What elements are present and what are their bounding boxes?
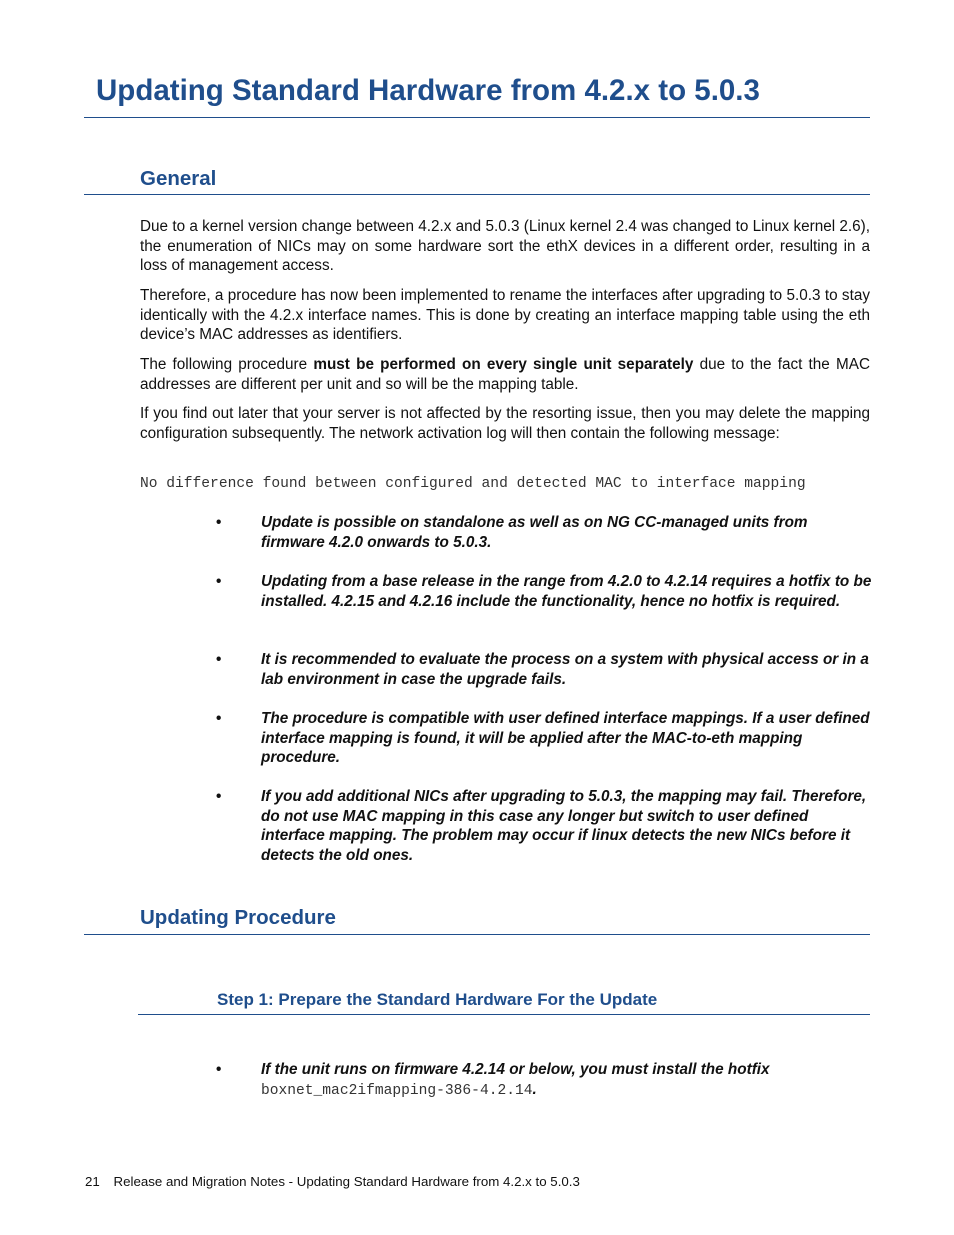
title-rule [84, 117, 870, 118]
hotfix-period: . [532, 1080, 537, 1098]
bullet-text: If you add additional NICs after upgrading to 5.0.3, the mapping may fail. Therefore, do not use MAC mapping in this case any longer but switch to user defined interface mapping. The problem may occur if linux detects the new NICs before it detects the old ones. [261, 788, 867, 864]
hotfix-name-code: boxnet_mac2ifmapping-386-4.2.14 [261, 1082, 533, 1099]
log-message-code: No difference found between configured and detected MAC to interface mapping [140, 476, 806, 492]
section-heading-updating-procedure: Updating Procedure [140, 906, 336, 929]
bullet-icon: • [216, 1061, 222, 1078]
bullet-text: The procedure is compatible with user defined interface mappings. If a user defined interface mapping is found, it will be applied after the MAC-to-eth mapping procedure. [261, 710, 870, 767]
bullet-icon: • [216, 710, 222, 727]
page-footer [85, 1174, 580, 1189]
step-1-heading: Step 1: Prepare the Standard Hardware For the Update [217, 990, 658, 1009]
bullet-text: Update is possible on standalone as well as on NG CC-managed units from firmware 4.2.0 onwards to 5.0.3. [261, 514, 808, 551]
bullet-icon: • [216, 573, 222, 590]
general-paragraph-2: Therefore, a procedure has now been implemented to rename the interfaces after upgrading to 5.0.3 to stay identically with the 4.2.x interface names. This is done by creating an interface mapping table using the eth device’s MAC addresses as identifiers. [140, 287, 870, 344]
hotfix-instruction: If the unit runs on firmware 4.2.14 or below, you must install the hotfix [261, 1061, 770, 1078]
general-rule [84, 194, 870, 195]
general-paragraph-1: Due to a kernel version change between 4.2.x and 5.0.3 (Linux kernel 2.4 was changed to Linux kernel 2.6), the enumeration of NICs may on some hardware sort the ethX devices in a different order, resulting in a loss of management access. [140, 218, 870, 275]
bullet-icon: • [216, 788, 222, 805]
bullet-icon: • [216, 651, 222, 668]
section-heading-general: General [140, 167, 217, 190]
paragraph-3-emphasis: must be performed on every single unit separately [313, 356, 694, 373]
step-1-rule [138, 1014, 870, 1015]
paragraph-3-start: The following procedure [140, 356, 314, 373]
paragraph-3-end: due to the fact the MAC addresses are different per unit and so will be the mapping table. [140, 356, 871, 393]
bullet-text: Updating from a base release in the range from 4.2.0 to 4.2.14 requires a hotfix to be installed. 4.2.15 and 4.2.16 include the functionality, hence no hotfix is required. [261, 573, 872, 610]
footer-text: Release and Migration Notes - Updating Standard Hardware from 4.2.x to 5.0.3 [113, 1174, 580, 1189]
bullet-text: It is recommended to evaluate the process on a system with physical access or in a lab environment in case the upgrade fails. [261, 651, 869, 688]
page-number: 21 [85, 1174, 100, 1189]
bullet-text [261, 1060, 873, 1101]
general-paragraph-3 [140, 355, 870, 394]
page-title: Updating Standard Hardware from 4.2.x to 5.0.3 [96, 74, 760, 107]
procedure-rule [84, 934, 870, 935]
general-paragraph-4: If you find out later that your server is not affected by the resorting issue, then you may delete the mapping configuration subsequently. The network activation log will then contain the following message: [140, 405, 870, 442]
bullet-icon: • [216, 514, 222, 531]
